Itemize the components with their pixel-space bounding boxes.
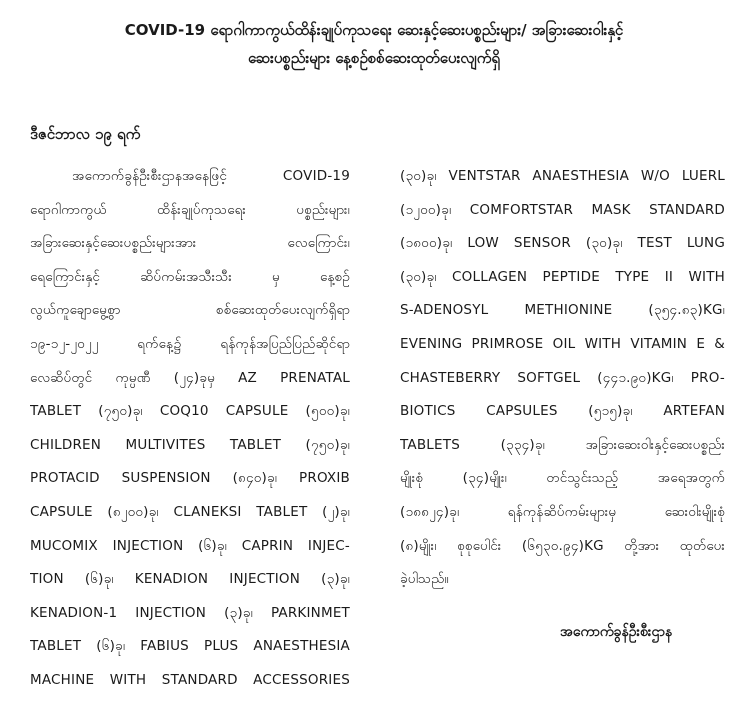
text-line: TABLET (၇၅၀)ခု၊ COQ10 CAPSULE (၅၀၀)ခု၊ [30, 403, 350, 420]
text-line: (၃၀)ခု၊ VENTSTAR ANAESTHESIA W/O LUERL [400, 168, 725, 184]
text-line: TABLETS (၃၃၄)ခု၊ အခြားဆေးဝါးနှင့်ဆေးပစ္စည်း [400, 436, 725, 453]
text-line: အကောက်ခွန်ဦးစီးဌာနအနေဖြင့် COVID-19 [72, 168, 350, 184]
text-line: ရေကြောင်းနှင့် ဆိပ်ကမ်းအသီးသီး မှ နေ့စဉ် [30, 268, 350, 285]
text-line: ခဲ့ပါသည်။ [400, 571, 449, 588]
signature-department: အကောက်ခွန်ဦးစီးဌာန [560, 624, 673, 640]
text-line: TABLET (၆)ခု၊ FABIUS PLUS ANAESTHESIA [30, 638, 350, 655]
text-line: (၃၀)ခု၊ COLLAGEN PEPTIDE TYPE II WITH [400, 268, 725, 285]
text-line: MUCOMIX INJECTION (၆)ခု၊ CAPRIN INJEC- [30, 537, 350, 554]
text-line: ၁၉-၁၂-၂၀၂၂ ရက်နေ့၌ ရန်ကုန်အပြည်ပြည်ဆိုင်ရာ [30, 335, 350, 352]
left-text-column [30, 160, 350, 698]
text-line: CHASTEBERRY SOFTGEL (၄၄၁.၉၀)KG၊ PRO- [400, 369, 725, 386]
text-line: MACHINE WITH STANDARD ACCESSORIES [30, 671, 350, 688]
text-line: လေဆိပ်တွင် ကုမ္ပဏီ (၂၄)ခုမှ AZ PRENATAL [30, 369, 350, 386]
text-line: အခြားဆေးနှင့်ဆေးပစ္စည်းများအား လေကြောင်း၊ [30, 235, 350, 252]
title-line-1: COVID-19 ရောဂါကာကွယ်ထိန်းချုပ်ကုသရေး ဆေးနှင့်ဆေးပစ္စည်းများ/ အခြားဆေးဝါးနှင့် [124, 21, 624, 39]
title-line-2: ဆေးပစ္စည်းများ နေ့စဉ်စစ်ဆေးထုတ်ပေးလျက်ရှိ [247, 49, 501, 67]
text-line: CHILDREN MULTIVITES TABLET (၇၅၀)ခု၊ [30, 436, 350, 453]
text-line: (၁၈၀၀)ခု၊ LOW SENSOR (၃၀)ခု၊ TEST LUNG [400, 235, 725, 252]
text-line: KENADION-1 INJECTION (၃)ခု၊ PARKINMET [30, 604, 350, 621]
text-line: PROTACID SUSPENSION (၈၄၀)ခု၊ PROXIB [30, 470, 350, 487]
document-title [0, 16, 748, 72]
date-heading: ဒီဇင်ဘာလ ၁၉ ရက် [30, 125, 141, 143]
text-line: မျိုးစုံ (၃၄)မျိုး၊ တင်သွင်းသည့် အရေအတွက် [400, 470, 725, 487]
text-line: လွယ်ကူချောမွေ့စွာ စစ်ဆေးထုတ်ပေးလျက်ရှိရာ [30, 302, 350, 319]
text-line: EVENING PRIMROSE OIL WITH VITAMIN E & [400, 335, 725, 352]
text-line: ရောဂါကာကွယ် ထိန်းချုပ်ကုသရေး ပစ္စည်းများ၊ [30, 201, 350, 218]
text-line: TION (၆)ခု၊ KENADION INJECTION (၃)ခု၊ [30, 571, 350, 588]
text-line: BIOTICS CAPSULES (၅၁၅)ခု၊ ARTEFAN [400, 403, 725, 420]
right-text-column [400, 160, 725, 597]
text-line: (၁၂၀၀)ခု၊ COMFORTSTAR MASK STANDARD [400, 201, 725, 218]
text-line: (၈)မျိုး၊ စုစုပေါင်း (၆၅၃၀.၉၄)KG တို့အား ထုတ်ပေး [400, 537, 725, 554]
text-line: S-ADENOSYL METHIONINE (၃၅၄.၈၃)KG၊ [400, 302, 725, 319]
text-line: (၁၈၈၂၄)ခု၊ ရန်ကုန်ဆိပ်ကမ်းများမှ ဆေးဝါးမျိုးစုံ [400, 503, 725, 520]
text-line: CAPSULE (၈၂၀၀)ခု၊ CLANEKSI TABLET (၂)ခု၊ [30, 503, 350, 520]
